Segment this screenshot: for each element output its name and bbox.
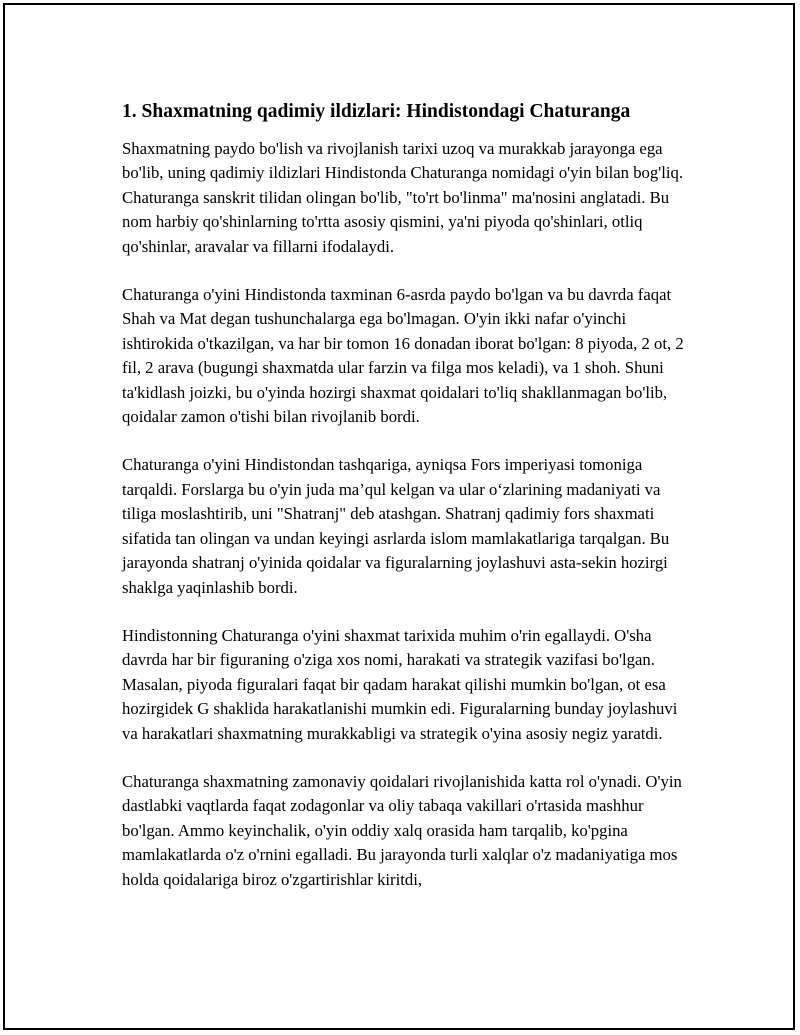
paragraph-3: Chaturanga o'yini Hindistondan tashqariga, ayniqsa Fors imperiyasi tomoniga tarqaldi. Forslarga bu o'yin juda ma’qul kelgan va ular o‘zlarining madaniyati va tiliga moslashtirib, uni "Shatranj" deb atashgan. Shatranj qadimiy fors shaxmati sifatida tan olingan va undan keyingi asrlarda islom mamlakatlariga tarqalgan. Bu jarayonda shatranj o'yinida qoidalar va figuralarning joylashuvi asta-sekin hozirgi shaklga yaqinlashib bordi. — [122, 455, 670, 597]
document-body — [122, 99, 696, 916]
paragraph-4: Hindistonning Chaturanga o'yini shaxmat tarixida muhim o'rin egallaydi. O'sha davrda har bir figuraning o'ziga xos nomi, harakati va strategik vazifasi bo'lgan. Masalan, piyoda figuralari faqat bir qadam harakat qilishi mumkin bo'lgan, ot esa hozirgidek G shaklida harakatlanishi mumkin edi. Figuralarning bunday joylashuvi va harakatlari shaxmatning murakkabligi va strategik o'yina asosiy negiz yaratdi. — [122, 625, 678, 743]
paragraph-2: Chaturanga o'yini Hindistonda taxminan 6-asrda paydo bo'lgan va bu davrda faqat Shah va Mat degan tushunchalarga ega bo'lmagan. O'yin ikki nafar o'yinchi ishtirokida o'tkazilgan, va har bir tomon 16 donadan iborat bo'lgan: 8 piyoda, 2 ot, 2 fil, 2 arava (bugungi shaxmatda ular farzin va filga mos keladi), va 1 shoh. Shuni ta'kidlash joizki, bu o'yinda hozirgi shaxmat qoidalari to'liq shakllanmagan bo'lib, qoidalar zamon o'tishi bilan rivojlanib bordi. — [122, 285, 684, 427]
paragraph-5: Chaturanga shaxmatning zamonaviy qoidalari rivojlanishida katta rol o'ynadi. O'yin dastlabki vaqtlarda faqat zodagonlar va oliy tabaqa vakillari o'rtasida mashhur bo'lgan. Ammo keyinchalik, o'yin oddiy xalq orasida ham tarqalib, ko'pgina mamlakatlarda o'z o'rnini egalladi. Bu jarayonda turli xalqlar o'z madaniyatiga mos holda qoidalariga biroz o'zgartirishlar kiritdi, — [122, 771, 682, 889]
page-frame — [3, 3, 795, 1030]
section-title: 1. Shaxmatning qadimiy ildizlari: Hindistondagi Chaturanga — [122, 101, 631, 122]
paragraph-1: Shaxmatning paydo bo'lish va rivojlanish tarixi uzoq va murakkab jarayonga ega bo'lib, uning qadimiy ildizlari Hindistonda Chaturanga nomidagi o'yin bilan bog'liq. Chaturanga sanskrit tilidan olingan bo'lib, "to'rt bo'linma" ma'nosini anglatadi. Bu nom harbiy qo'shinlarning to'rtta asosiy qismini, ya'ni piyoda qo'shinlari, otliq qo'shinlar, aravalar va fillarni ifodalaydi. — [122, 139, 684, 256]
